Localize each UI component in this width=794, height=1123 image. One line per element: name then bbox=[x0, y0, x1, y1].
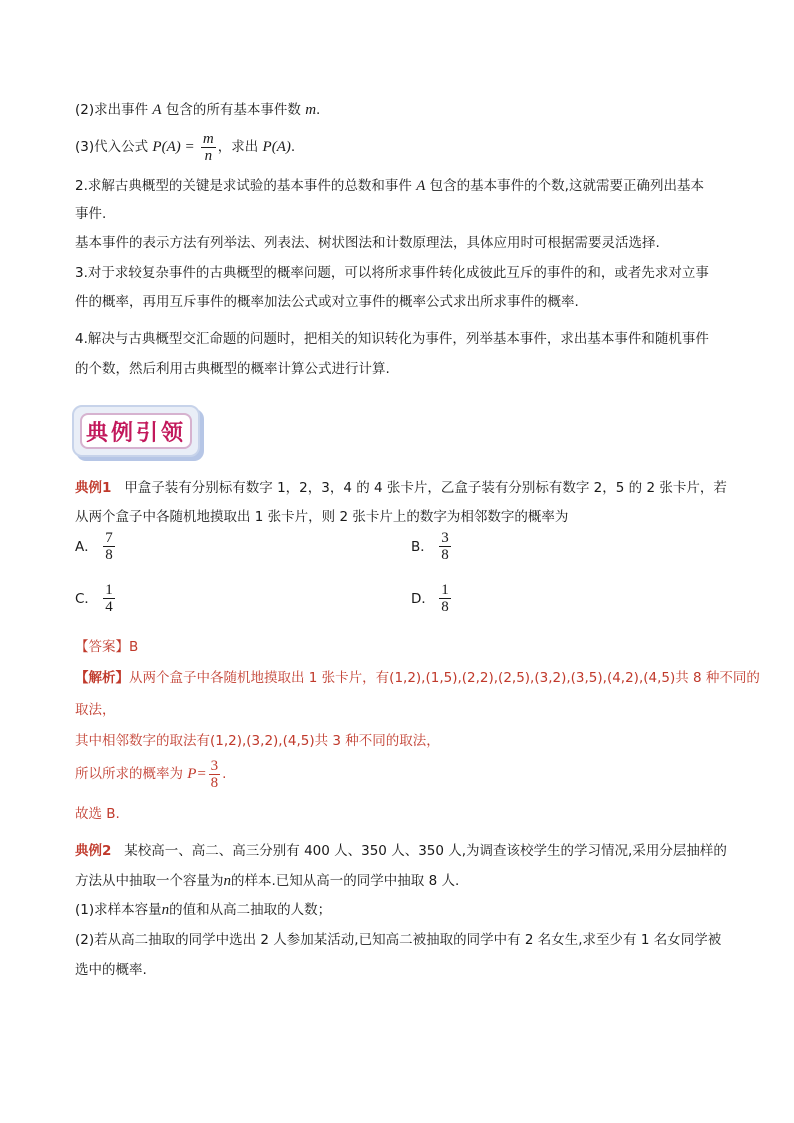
answer-line: 【答案】B bbox=[75, 639, 139, 655]
example-2-question-line-1: 典例2 某校高一、高二、高三分别有 400 人、350 人、350 人,为调查该校学生的学习情况,采用分层抽样的 bbox=[75, 843, 727, 859]
formula-fraction: $\frac{m}{n}$ bbox=[202, 130, 214, 164]
event-variable: A bbox=[152, 102, 162, 118]
paragraph-3-line-1: 3.对于求较复杂事件的古典概型的概率问题，可以将所求事件转化成彼此互斥的事件的和，或者先求对立事 bbox=[75, 265, 709, 281]
paragraph-4-line-2: 的个数，然后利用古典概型的概率计算公式进行计算. bbox=[75, 361, 390, 377]
analysis-line-2: 取法， bbox=[75, 702, 116, 718]
option-c: C． $\frac{1}{4}$ bbox=[75, 582, 113, 615]
step-3-line: (3)代入公式 P(A) = $\frac{m}{n}$ ，求出 P(A). bbox=[75, 130, 296, 164]
step-2-text-b: 包含的所有基本事件数 bbox=[165, 102, 301, 118]
option-d-fraction: $\frac{1}{8}$ bbox=[441, 582, 449, 615]
section-banner bbox=[72, 405, 200, 457]
probability-symbol: P(A) bbox=[262, 139, 291, 155]
analysis-tag: 【解析】 bbox=[75, 670, 129, 686]
example-2-part-2-line-1: (2)若从高二抽取的同学中选出 2 人参加某活动,已知高二被抽取的同学中有 2 名女生,求至少有 1 名女同学被 bbox=[75, 932, 722, 948]
paragraph-2-line-2: 事件. bbox=[75, 206, 107, 222]
example-2-question-line-2: 方法从中抽取一个容量为n的样本.已知从高一的同学中抽取 8 人. bbox=[75, 873, 460, 889]
example-2-title: 典例2 bbox=[75, 843, 112, 859]
analysis-line-3: 其中相邻数字的取法有(1,2),(3,2),(4,5)共 3 种不同的取法， bbox=[75, 733, 440, 749]
option-b: B． $\frac{3}{8}$ bbox=[411, 530, 449, 563]
example-1-question-line-2: 从两个盒子中各随机地摸取出 1 张卡片，则 2 张卡片上的数字为相邻数字的概率为 bbox=[75, 509, 569, 525]
count-variable: m bbox=[305, 102, 317, 118]
analysis-line-4: 所以所求的概率为 P= $\frac{3}{8}$ . bbox=[75, 757, 227, 791]
section-banner-title: 典例引领 bbox=[85, 419, 186, 446]
example-1-question-line-1: 典例1 甲盒子装有分别标有数字 1，2，3，4 的 4 张卡片，乙盒子装有分别标有数字 2，5 的 2 张卡片，若 bbox=[75, 480, 727, 496]
option-a-fraction: $\frac{7}{8}$ bbox=[105, 530, 113, 563]
formula-lhs: P(A) = bbox=[152, 139, 195, 155]
option-c-fraction: $\frac{1}{4}$ bbox=[105, 582, 113, 615]
example-2-part-2-line-2: 选中的概率. bbox=[75, 962, 147, 978]
paragraph-3-line-2: 件的概率，再用互斥事件的概率加法公式或对立事件的概率公式求出所求事件的概率. bbox=[75, 294, 579, 310]
step-3-text-b: ，求出 bbox=[217, 139, 259, 155]
option-b-fraction: $\frac{3}{8}$ bbox=[441, 530, 449, 563]
paragraph-2-line-1: 2.求解古典概型的关键是求试验的基本事件的总数和事件 A 包含的基本事件的个数,这就需要正确列出基本 bbox=[75, 178, 704, 194]
step-2-text: (2)求出事件 bbox=[75, 102, 149, 118]
example-2-part-1: (1)求样本容量n的值和从高二抽取的人数； bbox=[75, 902, 332, 918]
option-a: A． $\frac{7}{8}$ bbox=[75, 530, 113, 563]
option-d: D． $\frac{1}{8}$ bbox=[411, 582, 449, 615]
conclusion-line: 故选 B. bbox=[75, 806, 120, 822]
step-3-text: (3)代入公式 bbox=[75, 139, 149, 155]
analysis-fraction: $\frac{3}{8}$ bbox=[210, 757, 219, 791]
example-1-title: 典例1 bbox=[75, 480, 112, 496]
paragraph-methods: 基本事件的表示方法有列举法、列表法、树状图法和计数原理法，具体应用时可根据需要灵活选择. bbox=[75, 235, 660, 251]
paragraph-4-line-1: 4.解决与古典概型交汇命题的问题时，把相关的知识转化为事件，列举基本事件，求出基本事件和随机事件 bbox=[75, 331, 709, 347]
step-2-line: (2)求出事件 A 包含的所有基本事件数 m. bbox=[75, 102, 321, 118]
analysis-line-1: 【解析】从两个盒子中各随机地摸取出 1 张卡片，有(1,2),(1,5),(2,2),(2,5),(3,2),(3,5),(4,2),(4,5)共 8 种不同的 bbox=[75, 670, 760, 686]
